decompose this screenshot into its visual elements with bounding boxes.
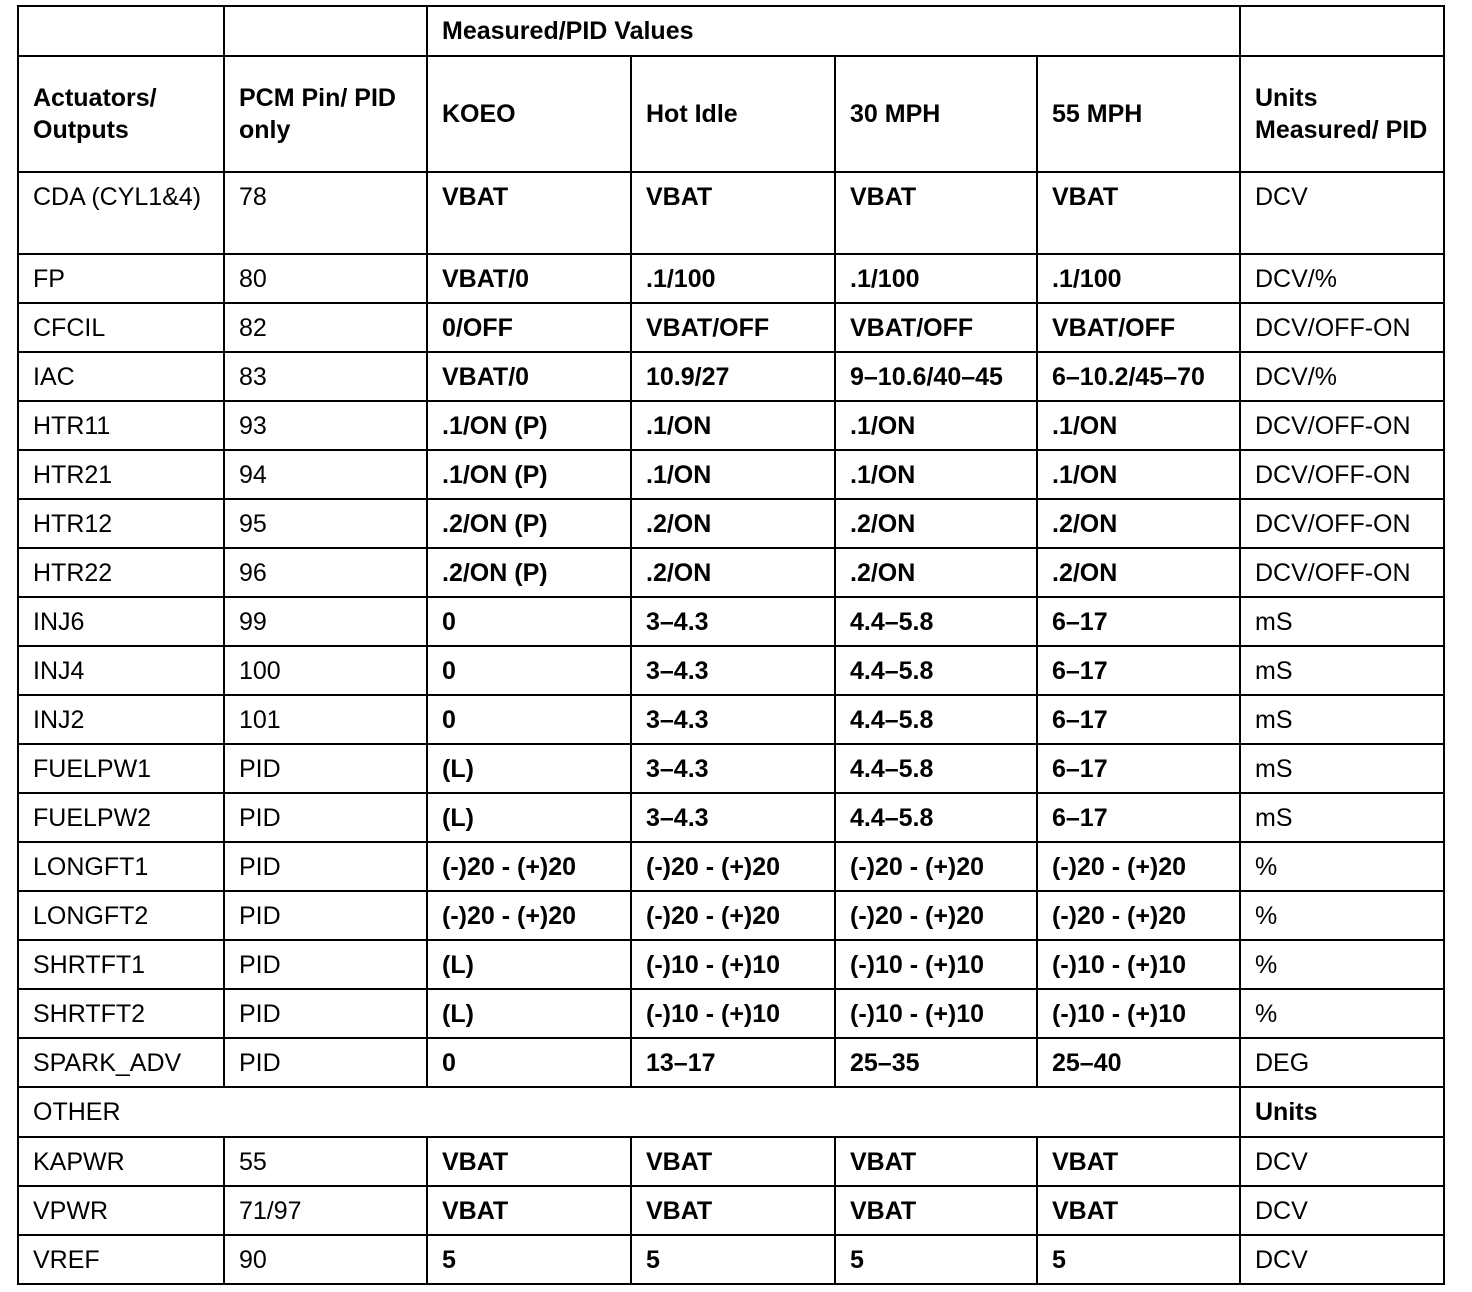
units-cell: DCV/OFF-ON [1240,548,1444,597]
table-row [18,597,1444,646]
mph30-value-cell: VBAT [835,172,1037,254]
koeo-value-cell: .2/ON (P) [427,499,631,548]
units-cell: DCV/OFF-ON [1240,303,1444,352]
table-row [18,1186,1444,1235]
signal-name-cell: SPARK_ADV [18,1038,224,1087]
mph55-value-cell: 6–17 [1037,744,1240,793]
mph55-value-cell: .1/100 [1037,254,1240,303]
mph30-value-cell: 4.4–5.8 [835,744,1037,793]
column-header: Actuators/ Outputs [18,56,224,172]
mph55-value-cell: (-)10 - (+)10 [1037,989,1240,1038]
mph30-value-cell: 4.4–5.8 [835,597,1037,646]
mph55-value-cell: 6–17 [1037,646,1240,695]
mph55-value-cell: .2/ON [1037,499,1240,548]
mph55-value-cell: 6–17 [1037,597,1240,646]
koeo-value-cell: VBAT [427,1186,631,1235]
pin-cell: 100 [224,646,427,695]
units-cell: DCV/OFF-ON [1240,401,1444,450]
pin-cell: 71/97 [224,1186,427,1235]
table-row [18,1235,1444,1284]
pin-cell: PID [224,842,427,891]
mph55-value-cell: 5 [1037,1235,1240,1284]
units-cell: DCV [1240,1186,1444,1235]
koeo-value-cell: (-)20 - (+)20 [427,842,631,891]
column-header: 55 MPH [1037,56,1240,172]
table-row [18,303,1444,352]
signal-name-cell: FUELPW2 [18,793,224,842]
signal-name-cell: SHRTFT1 [18,940,224,989]
mph30-value-cell: 4.4–5.8 [835,793,1037,842]
hot-idle-value-cell: (-)20 - (+)20 [631,891,835,940]
units-cell: % [1240,842,1444,891]
mph30-value-cell: 4.4–5.8 [835,646,1037,695]
koeo-value-cell: (L) [427,940,631,989]
hot-idle-value-cell: VBAT/OFF [631,303,835,352]
koeo-value-cell: .1/ON (P) [427,450,631,499]
mph30-value-cell: (-)10 - (+)10 [835,940,1037,989]
signal-name-cell: HTR11 [18,401,224,450]
koeo-value-cell: .2/ON (P) [427,548,631,597]
units-cell: DCV/% [1240,352,1444,401]
hot-idle-value-cell: 3–4.3 [631,646,835,695]
mph30-value-cell: VBAT/OFF [835,303,1037,352]
column-header: Units Measured/ PID [1240,56,1444,172]
mph30-value-cell: .2/ON [835,548,1037,597]
koeo-value-cell: VBAT/0 [427,254,631,303]
mph55-value-cell: VBAT/OFF [1037,303,1240,352]
table-row [18,891,1444,940]
units-cell: mS [1240,695,1444,744]
koeo-value-cell: (L) [427,989,631,1038]
mph55-value-cell: 6–10.2/45–70 [1037,352,1240,401]
koeo-value-cell: 0 [427,1038,631,1087]
mph30-value-cell: VBAT [835,1186,1037,1235]
table-row [18,793,1444,842]
hot-idle-value-cell: 3–4.3 [631,793,835,842]
mph30-value-cell: 9–10.6/40–45 [835,352,1037,401]
pid-values-table [17,5,1445,1285]
hot-idle-value-cell: VBAT [631,1186,835,1235]
units-cell: mS [1240,597,1444,646]
units-cell: mS [1240,744,1444,793]
mph30-value-cell: 4.4–5.8 [835,695,1037,744]
column-header: KOEO [427,56,631,172]
mph30-value-cell: (-)20 - (+)20 [835,842,1037,891]
signal-name-cell: INJ2 [18,695,224,744]
pin-cell: 94 [224,450,427,499]
pin-cell: 90 [224,1235,427,1284]
pin-cell: 93 [224,401,427,450]
mph55-value-cell: VBAT [1037,172,1240,254]
units-cell: mS [1240,793,1444,842]
koeo-value-cell: (L) [427,744,631,793]
mph55-value-cell: VBAT [1037,1137,1240,1186]
table-row [18,744,1444,793]
units-cell: mS [1240,646,1444,695]
signal-name-cell: CDA (CYL1&4) [18,172,224,254]
mph55-value-cell: (-)20 - (+)20 [1037,891,1240,940]
signal-name-cell: HTR12 [18,499,224,548]
signal-name-cell: INJ6 [18,597,224,646]
mph30-value-cell: (-)20 - (+)20 [835,891,1037,940]
units-cell: DCV [1240,1137,1444,1186]
signal-name-cell: VPWR [18,1186,224,1235]
hot-idle-value-cell: 10.9/27 [631,352,835,401]
mph30-value-cell: .1/100 [835,254,1037,303]
pin-cell: PID [224,940,427,989]
hot-idle-value-cell: .1/ON [631,450,835,499]
mph30-value-cell: .1/ON [835,450,1037,499]
pin-cell: 55 [224,1137,427,1186]
mph30-value-cell: 25–35 [835,1038,1037,1087]
signal-name-cell: IAC [18,352,224,401]
koeo-value-cell: 0 [427,597,631,646]
header-group-row [18,6,1444,56]
table-row [18,352,1444,401]
koeo-value-cell: VBAT/0 [427,352,631,401]
signal-name-cell: KAPWR [18,1137,224,1186]
units-cell: % [1240,989,1444,1038]
table-row [18,548,1444,597]
pin-cell: 101 [224,695,427,744]
pid-values-table-wrapper [17,5,1445,1285]
pin-cell: PID [224,793,427,842]
table-row [18,940,1444,989]
units-cell: % [1240,891,1444,940]
signal-name-cell: HTR22 [18,548,224,597]
koeo-value-cell: 0 [427,695,631,744]
signal-name-cell: INJ4 [18,646,224,695]
hot-idle-value-cell: .2/ON [631,499,835,548]
mph55-value-cell: 6–17 [1037,695,1240,744]
mph55-value-cell: .1/ON [1037,450,1240,499]
hot-idle-value-cell: VBAT [631,1137,835,1186]
pin-cell: 96 [224,548,427,597]
header-blank-cell [1240,6,1444,56]
units-cell: DEG [1240,1038,1444,1087]
hot-idle-value-cell: (-)10 - (+)10 [631,940,835,989]
pin-cell: 80 [224,254,427,303]
units-cell: DCV [1240,1235,1444,1284]
mph55-value-cell: 25–40 [1037,1038,1240,1087]
signal-name-cell: HTR21 [18,450,224,499]
hot-idle-value-cell: (-)20 - (+)20 [631,842,835,891]
koeo-value-cell: 0/OFF [427,303,631,352]
koeo-value-cell: 0 [427,646,631,695]
header-blank-cell [18,6,224,56]
hot-idle-value-cell: .2/ON [631,548,835,597]
table-row [18,450,1444,499]
koeo-value-cell: (L) [427,793,631,842]
hot-idle-value-cell: 13–17 [631,1038,835,1087]
pin-cell: PID [224,891,427,940]
table-row [18,401,1444,450]
table-row [18,646,1444,695]
header-group-label: Measured/PID Values [427,6,1240,56]
hot-idle-value-cell: 3–4.3 [631,695,835,744]
column-header: Hot Idle [631,56,835,172]
mph30-value-cell: 5 [835,1235,1037,1284]
other-units-label: Units [1240,1087,1444,1137]
pin-cell: PID [224,989,427,1038]
table-row [18,695,1444,744]
koeo-value-cell: VBAT [427,1137,631,1186]
hot-idle-value-cell: (-)10 - (+)10 [631,989,835,1038]
koeo-value-cell: (-)20 - (+)20 [427,891,631,940]
signal-name-cell: LONGFT2 [18,891,224,940]
hot-idle-value-cell: .1/100 [631,254,835,303]
pin-cell: PID [224,744,427,793]
mph30-value-cell: .2/ON [835,499,1037,548]
units-cell: % [1240,940,1444,989]
hot-idle-value-cell: 5 [631,1235,835,1284]
hot-idle-value-cell: 3–4.3 [631,597,835,646]
mph55-value-cell: .1/ON [1037,401,1240,450]
table-row [18,172,1444,254]
pin-cell: 99 [224,597,427,646]
pin-cell: 95 [224,499,427,548]
units-cell: DCV/% [1240,254,1444,303]
signal-name-cell: LONGFT1 [18,842,224,891]
hot-idle-value-cell: VBAT [631,172,835,254]
signal-name-cell: VREF [18,1235,224,1284]
table-body [18,6,1444,1284]
mph30-value-cell: (-)10 - (+)10 [835,989,1037,1038]
pin-cell: 82 [224,303,427,352]
mph55-value-cell: 6–17 [1037,793,1240,842]
units-cell: DCV [1240,172,1444,254]
table-row [18,842,1444,891]
table-row [18,989,1444,1038]
signal-name-cell: CFCIL [18,303,224,352]
mph30-value-cell: .1/ON [835,401,1037,450]
pin-cell: PID [224,1038,427,1087]
other-section-row [18,1087,1444,1137]
table-row [18,499,1444,548]
koeo-value-cell: VBAT [427,172,631,254]
signal-name-cell: FUELPW1 [18,744,224,793]
hot-idle-value-cell: .1/ON [631,401,835,450]
header-blank-cell [224,6,427,56]
table-row [18,1038,1444,1087]
pin-cell: 78 [224,172,427,254]
signal-name-cell: FP [18,254,224,303]
signal-name-cell: SHRTFT2 [18,989,224,1038]
koeo-value-cell: .1/ON (P) [427,401,631,450]
table-row [18,1137,1444,1186]
koeo-value-cell: 5 [427,1235,631,1284]
column-header: PCM Pin/ PID only [224,56,427,172]
other-section-label: OTHER [18,1087,1240,1137]
pin-cell: 83 [224,352,427,401]
table-row [18,254,1444,303]
header-columns-row [18,56,1444,172]
mph55-value-cell: .2/ON [1037,548,1240,597]
mph55-value-cell: VBAT [1037,1186,1240,1235]
mph55-value-cell: (-)20 - (+)20 [1037,842,1240,891]
column-header: 30 MPH [835,56,1037,172]
mph55-value-cell: (-)10 - (+)10 [1037,940,1240,989]
units-cell: DCV/OFF-ON [1240,450,1444,499]
hot-idle-value-cell: 3–4.3 [631,744,835,793]
mph30-value-cell: VBAT [835,1137,1037,1186]
units-cell: DCV/OFF-ON [1240,499,1444,548]
